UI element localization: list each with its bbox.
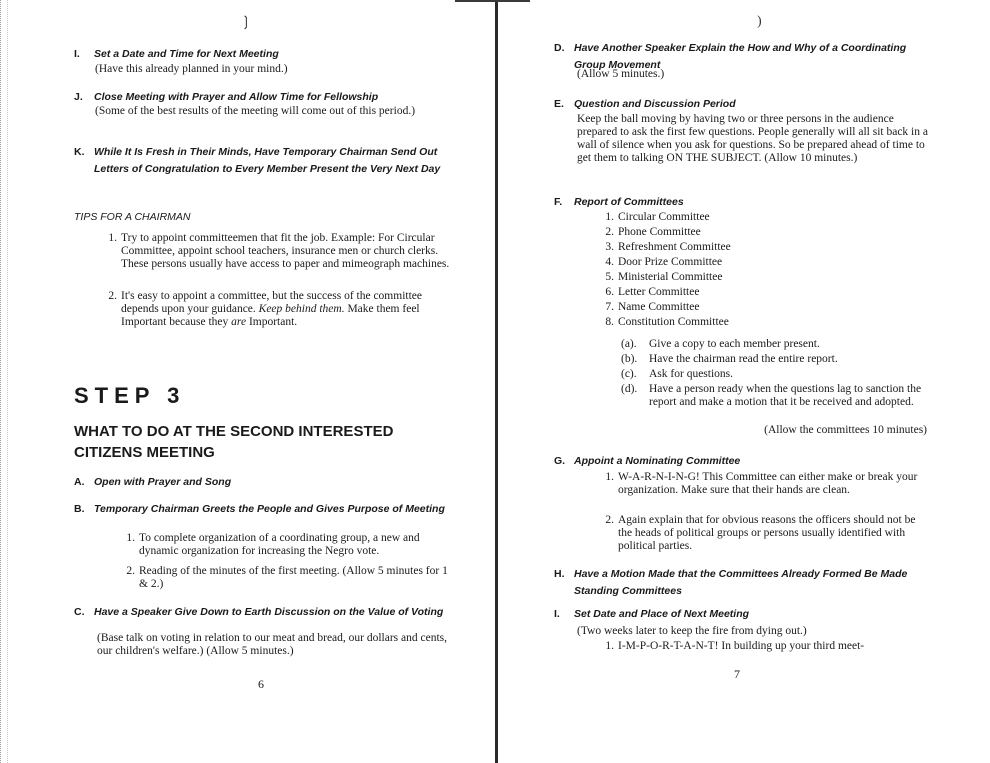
- item-c-heading: C. Have a Speaker Give Down to Earth Discussion on the Value of Voting: [74, 606, 444, 618]
- item-e-heading: E. Question and Discussion Period: [554, 98, 736, 110]
- committee-item: 4. Door Prize Committee: [605, 256, 723, 268]
- item-g-point-1: 1. W-A-R-N-I-N-G! This Committee can either make or break your organization. Make sure that their hands are clean.: [605, 471, 918, 496]
- committee-list: [594, 211, 854, 331]
- binding-mark: ❳: [240, 15, 252, 30]
- committee-item: 5. Ministerial Committee: [605, 271, 723, 283]
- committee-item: 3. Refreshment Committee: [605, 241, 731, 253]
- report-step-c: (c). Ask for questions.: [621, 368, 734, 380]
- report-step-d: (d). Have a person ready when the questions lag to sanction the report and make a motion that it be received and adopted.: [621, 383, 922, 408]
- item-a-heading: A. Open with Prayer and Song: [74, 476, 232, 488]
- item-h-heading: H. Have a Motion Made that the Committees Already Formed Be Made Standing Committees: [554, 568, 908, 597]
- committee-item: 8. Constitution Committee: [605, 316, 729, 328]
- tips-title: TIPS FOR A CHAIRMAN: [74, 211, 191, 223]
- item-i-body: (Two weeks later to keep the fire from dying out.): [577, 625, 807, 637]
- item-j-heading: J. Close Meeting with Prayer and Allow Time for Fellowship: [74, 91, 379, 103]
- committee-item: 7. Name Committee: [605, 301, 700, 313]
- committee-item: 6. Letter Committee: [605, 286, 700, 298]
- item-i-heading: I. Set a Date and Time for Next Meeting: [74, 48, 279, 60]
- right-page: [497, 0, 990, 763]
- item-c-body: (Base talk on voting in relation to our meat and bread, our dollars and cents, our children's welfare.) (Allow 5 minutes.): [97, 632, 448, 657]
- item-i-heading: I. Set Date and Place of Next Meeting: [554, 608, 750, 620]
- binding-mark: ): [757, 14, 762, 29]
- item-g-heading: G. Appoint a Nominating Committee: [554, 455, 741, 467]
- committee-item: 1. Circular Committee: [605, 211, 710, 223]
- item-g-point-2: 2. Again explain that for obvious reasons the officers should not be the heads of political groups or persons usually identified with political parties.: [605, 514, 916, 552]
- item-k-heading: K. While It Is Fresh in Their Minds, Have Temporary Chairman Send Out Letters of Congratulation to Every Member Present the Very Next Day: [74, 146, 441, 175]
- item-b-point-1: 1. To complete organization of a coordinating group, a new and dynamic organization for increasing the Negro vote.: [126, 532, 420, 557]
- report-step-a: (a). Give a copy to each member present.: [621, 338, 820, 350]
- committee-item: 2. Phone Committee: [605, 226, 701, 238]
- committees-allow-note: (Allow the committees 10 minutes): [764, 424, 927, 436]
- item-d-body: (Allow 5 minutes.): [577, 68, 665, 80]
- item-b-heading: B. Temporary Chairman Greets the People and Gives Purpose of Meeting: [74, 503, 445, 515]
- item-d-heading: D. Have Another Speaker Explain the How and Why of a Coordinating Group Movement: [554, 42, 907, 71]
- page-number: 6: [258, 677, 264, 691]
- item-i-body: (Have this already planned in your mind.): [95, 63, 288, 75]
- page-number: 7: [734, 667, 740, 681]
- item-j-body: (Some of the best results of the meeting will come out of this period.): [95, 105, 416, 117]
- item-b-point-2: 2. Reading of the minutes of the first meeting. (Allow 5 minutes for 1 & 2.): [126, 565, 448, 590]
- item-i-point-1: 1. I-M-P-O-R-T-A-N-T! In building up your third meet-: [605, 640, 865, 652]
- tip-1: 1. Try to appoint committeemen that fit the job. Example: For Circular Committee, appoint school teachers, insurance men or church clerks. These persons usually have access to paper and mimeograph machines.: [108, 232, 450, 270]
- item-e-body: Keep the ball moving by having two or three persons in the audience prepared to ask the first few questions. People generally will all sit back in a wall of silence when you ask for questions. So be prepared ahead of time to get them to talking ON THE SUBJECT. (Allow 10 minutes.): [577, 113, 928, 164]
- section-title: WHAT TO DO AT THE SECOND INTERESTED CITIZENS MEETING: [74, 423, 394, 461]
- tip-2: 2. It's easy to appoint a committee, but the success of the committee depends upon your guidance. Keep behind them. Make them feel Important because they are Important.: [108, 290, 422, 328]
- report-step-b: (b). Have the chairman read the entire report.: [621, 353, 838, 365]
- item-f-heading: F. Report of Committees: [554, 196, 684, 208]
- step-label: STEP 3: [74, 383, 186, 408]
